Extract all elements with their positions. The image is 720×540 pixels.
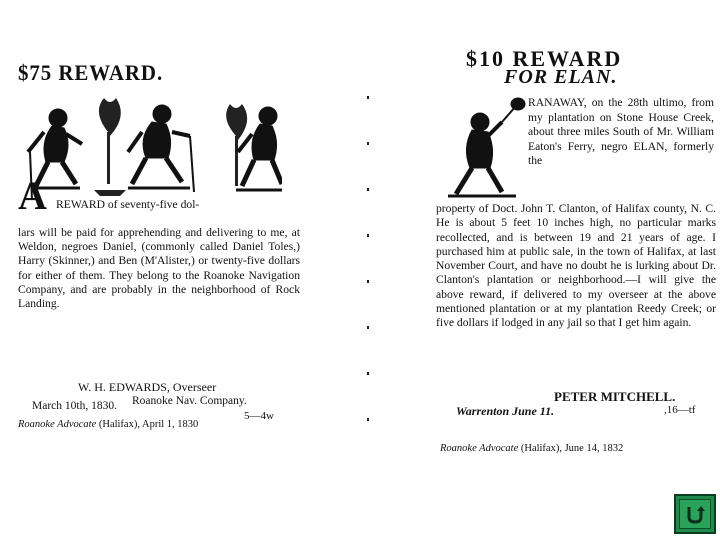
advertisement-left: [14, 58, 304, 438]
insertion-code: 5—4w: [244, 410, 274, 422]
body-text-bottom: property of Doct. John T. Clanton, of Halifax county, N. C. He is about 5 feet 10 inches high, no particular marks recollected, and is between 19 and 21 years of age. I purchased him at public sale, in the town of Halifax, at last November Court, and have no doubt he is lurking about Dr. Clanton's plantation or neighborhood.—I will give the above reward, if delivered to my overseer at the above mentioned plantation or at my plantation Reedy Creek; or five dollars if lodged in any jail so that I get him again.: [436, 202, 716, 330]
body-first-line: REWARD of seventy-five dol-: [56, 198, 200, 212]
woodcut-figure-2: [128, 105, 194, 192]
signature: PETER MITCHELL.: [554, 389, 676, 404]
source-caption-left: [18, 419, 198, 430]
caption-detail: (Halifax), April 1, 1830: [98, 419, 199, 430]
body-text-top: RANAWAY, on the 28th ultimo, from my plantation on Stone House Creek, about three miles South of Mr. William Eaton's Ferry, negro ELAN, formerly the: [528, 96, 714, 168]
return-u-turn-icon: [684, 503, 706, 525]
reward-headline: $75 REWARD.: [18, 60, 164, 85]
return-button[interactable]: [674, 494, 716, 534]
advertisement-date: March 10th, 1830.: [32, 400, 117, 412]
column-divider: [367, 96, 369, 456]
newspaper-name: Roanoke Advocate: [440, 443, 519, 454]
reward-subhead: FOR ELAN.: [504, 66, 618, 88]
advertisement-date: Warrenton June 11.: [456, 404, 555, 418]
newspaper-name: Roanoke Advocate: [18, 419, 97, 430]
reward-headline: $10 REWARD: [466, 46, 623, 71]
return-button-face[interactable]: [679, 499, 711, 529]
source-caption-right: [440, 443, 623, 454]
signature-organization: Roanoke Nav. Company.: [132, 395, 247, 407]
advertisement-body: [18, 184, 300, 311]
woodcut-tree-1: [94, 98, 126, 196]
insertion-code: ,16—tf: [664, 404, 696, 416]
advertisement-right: [432, 42, 720, 462]
body-text: lars will be paid for apprehending and delivering to me, at Weldon, negroes Daniel, (commonly called Daniel Toles,) Harry (Skinner,) and Ben (M'Alister,) or twenty-five dollars for either of them. They belong to the Roanoke Navigation Company, and are probably in the neighborhood of Rock Landing.: [18, 226, 300, 310]
dropcap-letter: A: [18, 173, 47, 218]
signature: W. H. EDWARDS, Overseer: [78, 380, 217, 394]
runaway-woodcut-illustration: [436, 92, 526, 204]
caption-detail: (Halifax), June 14, 1832: [520, 443, 624, 454]
